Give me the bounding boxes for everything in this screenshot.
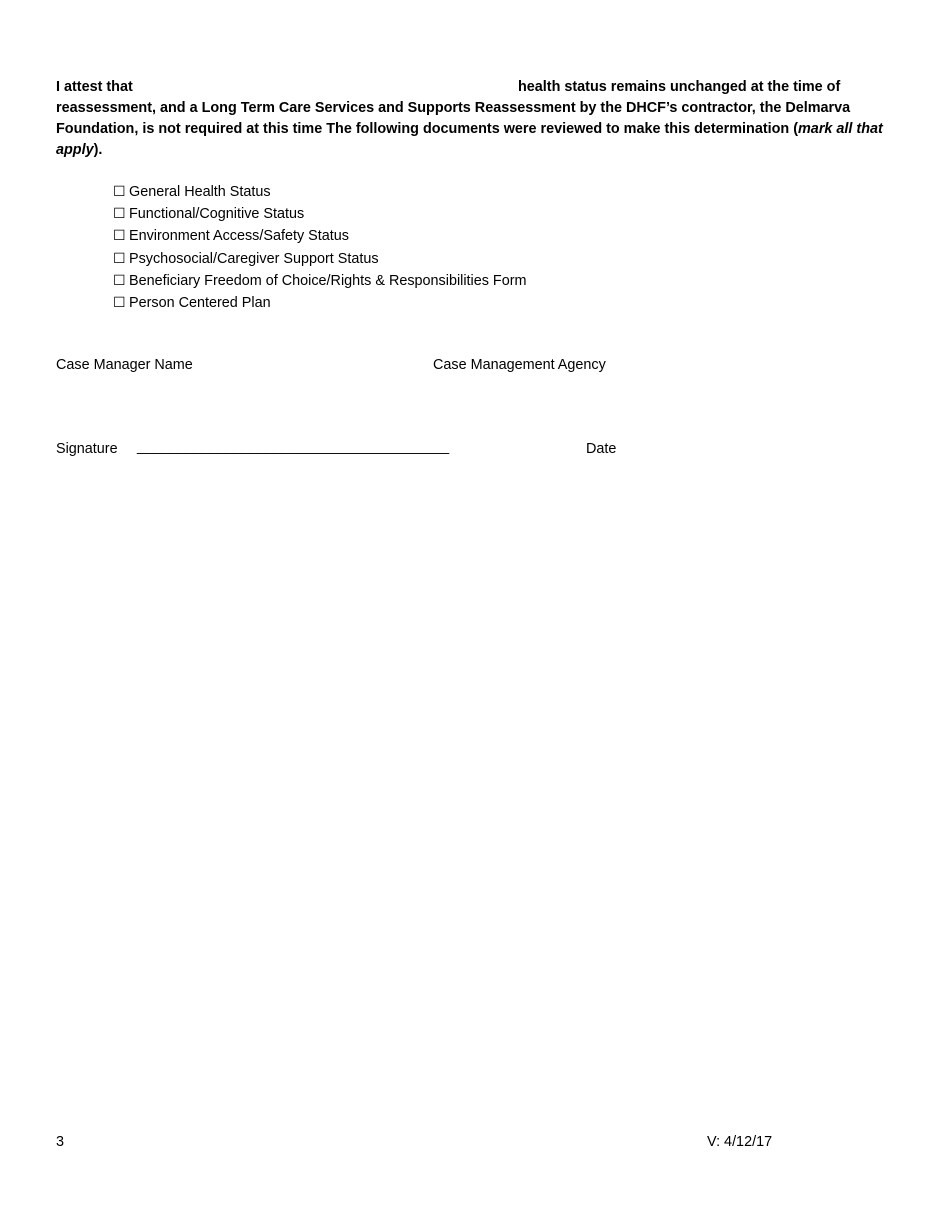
document-item-person-centered-plan[interactable] (113, 292, 527, 314)
document-label: Functional/Cognitive Status (129, 206, 305, 223)
page-number: 3 (56, 1134, 65, 1150)
attestation-emphasis: mark all that apply (56, 121, 883, 158)
document-label: General Health Status (129, 184, 271, 200)
attestation-body: reassessment, and a Long Term Care Services and Supports Reassessment by the DHCF’s contractor, the Delmarva Foundation, is not required at this time The following documents were reviewed to make this determination ( (56, 100, 851, 137)
document-label: Psychosocial/Caregiver Support Status (129, 250, 379, 267)
checkbox-icon[interactable]: ☐ (113, 228, 126, 245)
document-item-freedom-of-choice[interactable] (113, 270, 527, 292)
document-item-functional-cognitive[interactable] (113, 203, 527, 225)
case-manager-name-label: Case Manager Name (56, 357, 193, 373)
checkbox-icon[interactable]: ☐ (113, 295, 126, 312)
document-label: Environment Access/Safety Status (129, 228, 349, 245)
document-item-environment-access[interactable] (113, 225, 527, 247)
version-label: V: 4/12/17 (707, 1134, 773, 1150)
attestation-closing: ). (93, 142, 103, 158)
document-label: Person Centered Plan (129, 295, 271, 312)
document-item-general-health[interactable] (113, 181, 527, 203)
attestation-suffix: health status remains unchanged at the time of (518, 79, 841, 95)
attestation-prefix: I attest that (56, 79, 133, 95)
signature-label: Signature (56, 441, 118, 457)
document-item-psychosocial[interactable] (113, 248, 527, 270)
case-management-agency-label: Case Management Agency (433, 357, 606, 373)
checkbox-icon[interactable]: ☐ (113, 184, 126, 200)
signature-line[interactable]: _______________________________________ (137, 439, 450, 455)
attestation-statement (56, 77, 901, 161)
document-label: Beneficiary Freedom of Choice/Rights & Responsibilities Form (129, 272, 527, 289)
checkbox-icon[interactable]: ☐ (113, 206, 126, 223)
checkbox-icon[interactable]: ☐ (113, 272, 126, 289)
date-label: Date (586, 441, 617, 457)
documents-reviewed-list (113, 181, 527, 314)
checkbox-icon[interactable]: ☐ (113, 250, 126, 267)
attestation-first-line (56, 77, 901, 98)
